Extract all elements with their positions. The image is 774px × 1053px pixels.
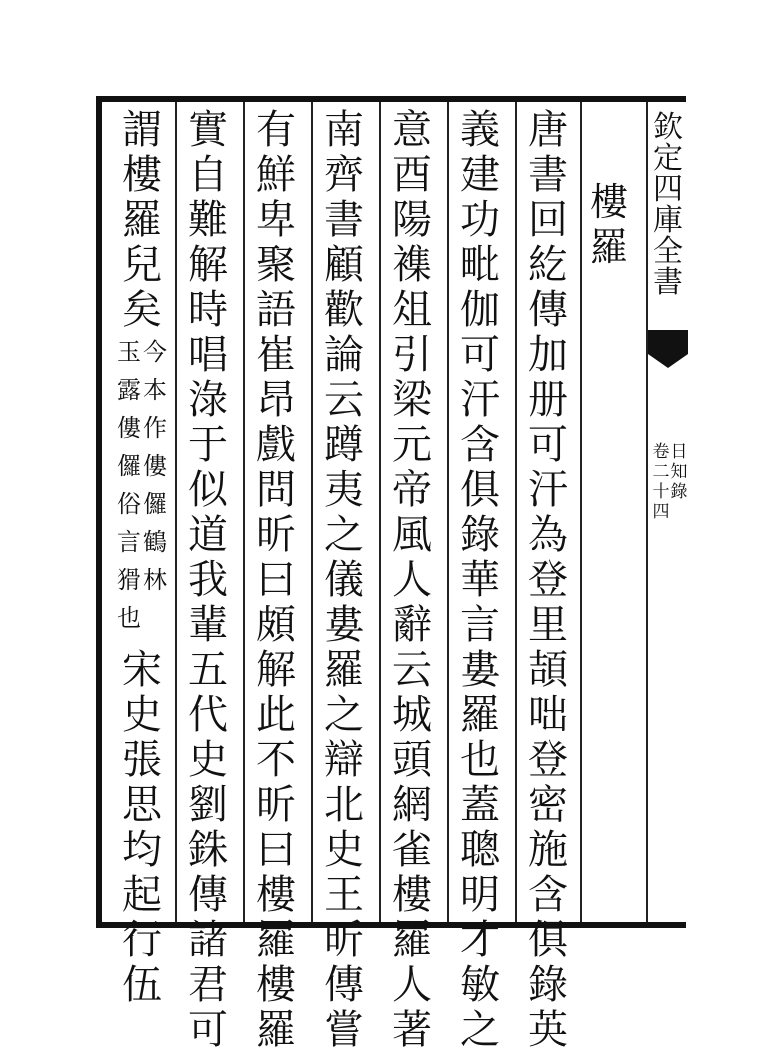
note-right-line — [142, 333, 168, 648]
glyph: 齊 — [324, 152, 364, 198]
glyph: 唱 — [188, 332, 228, 378]
glyph: 解 — [188, 242, 228, 288]
glyph: 帝 — [392, 467, 432, 513]
glyph: 今 — [143, 338, 167, 366]
glyph: 五 — [188, 647, 228, 693]
glyph: 辭 — [392, 602, 432, 648]
book-name — [670, 442, 688, 522]
column-rule — [311, 102, 313, 922]
glyph: 僂 — [143, 452, 167, 480]
margin-rule — [646, 102, 648, 922]
glyph: 欽 — [653, 110, 683, 145]
text-column-5 — [252, 108, 300, 1053]
glyph: 汗 — [528, 467, 568, 513]
glyph: 著 — [392, 1007, 432, 1053]
glyph: 淥 — [188, 377, 228, 423]
column-rule — [515, 102, 517, 922]
glyph: 錄 — [460, 512, 500, 558]
glyph: 錄 — [528, 962, 568, 1008]
glyph: 自 — [188, 152, 228, 198]
glyph: 頡 — [528, 647, 568, 693]
glyph: 昕 — [256, 782, 296, 828]
glyph: 諸 — [188, 917, 228, 963]
interlinear-note — [116, 333, 168, 648]
glyph: 曰 — [256, 557, 296, 603]
glyph: 均 — [122, 827, 162, 873]
glyph: 君 — [188, 962, 228, 1008]
glyph: 婁 — [460, 647, 500, 693]
glyph: 俗 — [117, 490, 141, 518]
glyph: 言 — [460, 602, 500, 648]
column-rule — [243, 102, 245, 922]
text-column-7-main-after — [118, 648, 166, 1008]
glyph: 意 — [392, 107, 432, 153]
glyph: 功 — [460, 197, 500, 243]
glyph: 襍 — [392, 242, 432, 288]
glyph: 伍 — [122, 962, 162, 1008]
fish-tail-notch — [648, 354, 688, 368]
glyph: 羅 — [256, 1007, 296, 1053]
glyph: 作 — [143, 414, 167, 442]
glyph: 傳 — [528, 287, 568, 333]
glyph: 林 — [143, 566, 167, 594]
glyph: 網 — [392, 782, 432, 828]
glyph: 定 — [653, 141, 683, 176]
glyph: 俱 — [460, 467, 500, 513]
glyph: 解 — [256, 647, 296, 693]
glyph: 儸 — [117, 452, 141, 480]
glyph: 銖 — [188, 827, 228, 873]
volume-number — [652, 442, 670, 522]
glyph: 含 — [528, 872, 568, 918]
glyph: 日 — [670, 442, 688, 462]
note-left-line — [116, 333, 142, 648]
glyph: 傳 — [188, 872, 228, 918]
text-column-4 — [320, 108, 368, 1053]
glyph: 書 — [528, 152, 568, 198]
glyph: 道 — [188, 512, 228, 558]
glyph: 含 — [460, 422, 500, 468]
glyph: 四 — [653, 172, 683, 207]
glyph: 兒 — [122, 242, 162, 288]
column-rule — [175, 102, 177, 922]
glyph: 庫 — [653, 203, 683, 238]
glyph: 羅 — [589, 225, 628, 269]
glyph: 頭 — [392, 737, 432, 783]
glyph: 汗 — [460, 377, 500, 423]
text-column-2 — [456, 108, 504, 1053]
glyph: 顧 — [324, 242, 364, 288]
glyph: 我 — [188, 557, 228, 603]
glyph: 羅 — [460, 692, 500, 738]
glyph: 北 — [324, 782, 364, 828]
entry-heading — [587, 180, 631, 270]
glyph: 思 — [122, 782, 162, 828]
glyph: 樓 — [256, 872, 296, 918]
glyph: 頗 — [256, 602, 296, 648]
frame-top-border — [96, 96, 686, 102]
glyph: 也 — [117, 604, 141, 632]
glyph: 聰 — [460, 827, 500, 873]
glyph: 樓 — [122, 152, 162, 198]
glyph: 于 — [188, 422, 228, 468]
glyph: 樓 — [392, 872, 432, 918]
glyph: 酉 — [392, 152, 432, 198]
glyph: 謂 — [122, 107, 162, 153]
glyph: 儸 — [143, 490, 167, 518]
glyph: 傳 — [324, 962, 364, 1008]
glyph: 華 — [460, 557, 500, 603]
glyph: 宋 — [122, 647, 162, 693]
glyph: 四 — [652, 502, 670, 522]
glyph: 登 — [528, 557, 568, 603]
glyph: 崔 — [256, 332, 296, 378]
glyph: 樓 — [589, 180, 628, 224]
glyph: 風 — [392, 512, 432, 558]
glyph: 羅 — [122, 197, 162, 243]
column-rule — [447, 102, 449, 922]
glyph: 不 — [256, 737, 296, 783]
glyph: 可 — [188, 1007, 228, 1053]
glyph: 蓋 — [460, 782, 500, 828]
glyph: 矣 — [122, 287, 162, 333]
glyph: 昕 — [324, 917, 364, 963]
glyph: 陽 — [392, 197, 432, 243]
fish-tail-mark — [648, 330, 688, 354]
glyph: 昂 — [256, 377, 296, 423]
glyph: 云 — [324, 377, 364, 423]
glyph: 施 — [528, 827, 568, 873]
glyph: 似 — [188, 467, 228, 513]
glyph: 人 — [392, 962, 432, 1008]
glyph: 鮮 — [256, 152, 296, 198]
glyph: 昕 — [256, 512, 296, 558]
glyph: 露 — [117, 376, 141, 404]
glyph: 咄 — [528, 692, 568, 738]
glyph: 蹲 — [324, 422, 364, 468]
glyph: 登 — [528, 737, 568, 783]
text-column-7-main-before — [118, 108, 166, 333]
book-title — [650, 112, 686, 298]
glyph: 論 — [324, 332, 364, 378]
glyph: 儀 — [324, 557, 364, 603]
glyph: 輩 — [188, 602, 228, 648]
glyph: 起 — [122, 872, 162, 918]
column-rule — [379, 102, 381, 922]
glyph: 語 — [256, 287, 296, 333]
glyph: 代 — [188, 692, 228, 738]
glyph: 有 — [256, 107, 296, 153]
glyph: 樓 — [256, 962, 296, 1008]
glyph: 辯 — [324, 737, 364, 783]
glyph: 歡 — [324, 287, 364, 333]
glyph: 紇 — [528, 242, 568, 288]
glyph: 十 — [652, 482, 670, 502]
glyph: 為 — [528, 512, 568, 558]
glyph: 張 — [122, 737, 162, 783]
glyph: 言 — [117, 528, 141, 556]
glyph: 建 — [460, 152, 500, 198]
glyph: 册 — [528, 377, 568, 423]
glyph: 伽 — [460, 287, 500, 333]
glyph: 玉 — [117, 338, 141, 366]
glyph: 毗 — [460, 242, 500, 288]
glyph: 書 — [324, 197, 364, 243]
glyph: 俎 — [392, 287, 432, 333]
text-column-1 — [524, 108, 572, 1053]
glyph: 時 — [188, 287, 228, 333]
glyph: 元 — [392, 422, 432, 468]
glyph: 猾 — [117, 566, 141, 594]
frame-left-border — [96, 96, 102, 928]
glyph: 羅 — [324, 647, 364, 693]
glyph: 城 — [392, 692, 432, 738]
glyph: 史 — [188, 737, 228, 783]
glyph: 書 — [653, 265, 683, 300]
glyph: 嘗 — [324, 1007, 364, 1053]
glyph: 雀 — [392, 827, 432, 873]
glyph: 行 — [122, 917, 162, 963]
glyph: 王 — [324, 872, 364, 918]
glyph: 實 — [188, 107, 228, 153]
glyph: 此 — [256, 692, 296, 738]
text-column-3 — [388, 108, 436, 1053]
glyph: 本 — [143, 376, 167, 404]
glyph: 羅 — [392, 917, 432, 963]
column-rule — [580, 102, 582, 922]
glyph: 婁 — [324, 602, 364, 648]
glyph: 曰 — [256, 827, 296, 873]
volume-label — [652, 442, 688, 522]
glyph: 卷 — [652, 442, 670, 462]
glyph: 全 — [653, 234, 683, 269]
glyph: 回 — [528, 197, 568, 243]
glyph: 劉 — [188, 782, 228, 828]
glyph: 之 — [460, 1007, 500, 1053]
glyph: 云 — [392, 647, 432, 693]
glyph: 問 — [256, 467, 296, 513]
glyph: 知 — [670, 462, 688, 482]
glyph: 二 — [652, 462, 670, 482]
glyph: 羅 — [256, 917, 296, 963]
glyph: 南 — [324, 107, 364, 153]
glyph: 明 — [460, 872, 500, 918]
glyph: 密 — [528, 782, 568, 828]
glyph: 卑 — [256, 197, 296, 243]
glyph: 俱 — [528, 917, 568, 963]
glyph: 之 — [324, 692, 364, 738]
glyph: 鶴 — [143, 528, 167, 556]
glyph: 夷 — [324, 467, 364, 513]
glyph: 難 — [188, 197, 228, 243]
text-column-6 — [184, 108, 232, 1053]
glyph: 人 — [392, 557, 432, 603]
glyph: 梁 — [392, 377, 432, 423]
glyph: 可 — [528, 422, 568, 468]
glyph: 引 — [392, 332, 432, 378]
text-column-7 — [116, 108, 168, 1008]
glyph: 才 — [460, 917, 500, 963]
glyph: 戲 — [256, 422, 296, 468]
glyph: 史 — [122, 692, 162, 738]
glyph: 義 — [460, 107, 500, 153]
glyph: 也 — [460, 737, 500, 783]
glyph: 之 — [324, 512, 364, 558]
glyph: 聚 — [256, 242, 296, 288]
glyph: 唐 — [528, 107, 568, 153]
glyph: 英 — [528, 1007, 568, 1053]
glyph: 史 — [324, 827, 364, 873]
glyph: 敏 — [460, 962, 500, 1008]
glyph: 可 — [460, 332, 500, 378]
glyph: 里 — [528, 602, 568, 648]
glyph: 錄 — [670, 482, 688, 502]
glyph: 僂 — [117, 414, 141, 442]
glyph: 加 — [528, 332, 568, 378]
